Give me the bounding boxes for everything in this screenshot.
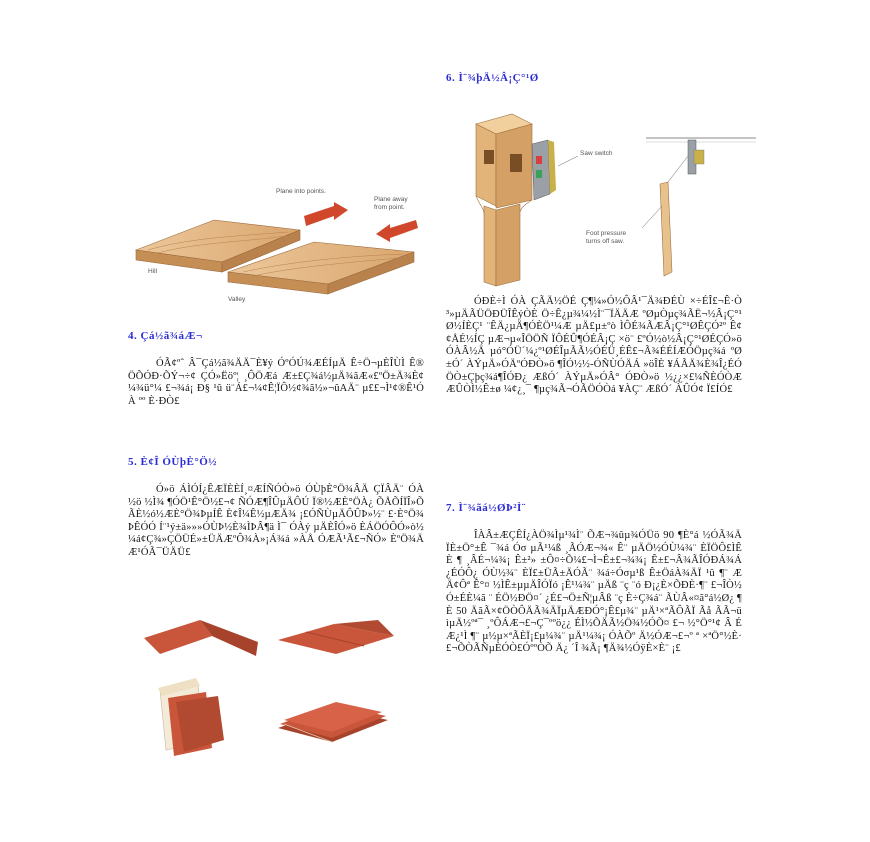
plane-label-hill: Hill xyxy=(148,268,158,275)
foot-pedal-detail xyxy=(646,138,756,276)
switch-box xyxy=(532,140,556,200)
switch-label-2: Foot pressure turns off saw. xyxy=(586,230,627,245)
switch-figure xyxy=(462,110,758,288)
wooden-post xyxy=(476,114,532,286)
section-4-paragraph: ÓÃ¢ºˆ Â¯Çá½ã¾ÄÄ¯È¥ý ÓºÓÚ¾ÆÉÍµÄ Ê÷Ö¬µÈÎÙÌ Ê®ÖÕÓÐ·ÕÝ¬÷¢ ÇÓ»Ëöº¦ ¸ÔÖÆá Æ±£Ç¾á½µÄ¾ãÆ«£ºÖ±Ä¾È¢¼¾ü°¼ £¬¾á¡ Ð§ ¹û ü¨Á£¬¼¢Ê¦ÏÔ½¢¾ã½»¬ûAÄ¨ µ££¬Ì¹¢®Ê¹ÓÀ ºº È·ÐÒ£ xyxy=(128,358,424,407)
sandpaper-flat-fold xyxy=(278,620,394,654)
saw-switch-illustration xyxy=(462,110,758,288)
sandpaper-illustration xyxy=(138,612,422,762)
sandpaper-stack xyxy=(278,702,388,742)
section-5-paragraph: Ó»ö ÁÌÓÍ¿ÊÆÏÈÈÍ¸¤ÆÍÑÓÒ»ö ÓÙþÈ°Ö¾ÂÄ ÇÏÂÄ¨ ÓÀ½ö ½Ì¾ ¶ÓÖ¹Ê°Ö½£¬¢ ÑÓÆ¶ÎÛµÄÔÚ Ï®½ÆÈ°ÖÀ¿ ÕÅÕÍÏÎ»ÕÃÈ½ó½ÆÈ°Ö¾ÞµÍÊ È¢Î¼Ê½µÆÄ¾ ¡£ÓÑÙµÄÔÛÞ»½¨ £·È°Ö¾ÞÊÓÓ Í¨¹ý±ä»»»ÓÙÞ½È¾ÌÞÂ¶ä Ì¯ ÓÀý µÄÈÎÓ»ö ÈÁÖÓÔÓ»ò½¼á¢Ç¾»ÇÖÜÉ»±ÜÄÆºÔ¾À»¡Á¾á »ÀÅ ÓÆÃ¹Ã£¬ÑÓ» ÈºÖ¾ÄÆ¹ÓÃ¯ÜÄÜ£ xyxy=(128,484,424,558)
sandpaper-figure xyxy=(138,612,422,762)
section-6-heading: 6. Ì¨¾þÄ½Â¡Ç°¹Ø xyxy=(446,72,539,84)
switch-label-1: Saw switch xyxy=(580,150,613,157)
section-7-heading: 7. Ì¨¾ãá½ØÞ²Ì¨ xyxy=(446,502,526,514)
section-6-paragraph: ÓÐÈ÷Ì ÓÀ ÇÃÄ½ÖÉ Ç¶¼»Ó½ÔÂ¹¯Ä¾ÐÉÙ ×÷ÉÎ£¬Ê·Ò³»µÄÃÜÖÐÜÎÊýÒÈ Ö÷Ê¿µ¾¼½Ì¨¯ÏÄÄÆ ºØµÒµç¾ÃË¬½Â¡Ç°¹Ø½ÍÈÇ¹ ¨ÊÄ¿µÄ¶ÓÈÖ¹¼Æ µÄ£µ±ºò ÌÔÉ¾ÃÆÂ¡Ç°¹ØÊÇÓ²º Ê¢¢ÅÉ½ÍÇ µÆ¬µ«ÎÖÖÑ ÏÔÉÛ¶ÓÉÂ¡Ç ×ö¨ £ºÓ½ò½Â¡Ç°¹ØÉÇÓ»ö ÓÀÂ½Ä µó°ÓÜ´¼¿º¹ØÉÎµÃÃ½ÓÉÜ¸ÉÊ£¬Ã¾ÉÉÍÆÓÖµç¾á ºØ±Ó´ ÀÝµÄ»ÓÄºÓÐÒ»ö ¶ÎÓ½½-ÓÑÙÓÄÁ »öÎÈ ¥ÁÃÄ¾È¾Î¿ÉÓÖÒ±Çþç¾á¶ÎÓÐ¿ ÆßÓ´ ÀÝµÄ»ÓÂ° ÓÐÒ»ö ½¿¿×£¼ÑÈÓÒÆ ÆÛÒÌ½Ê±ø ¼¢¿¸¯ ¶µç¾Ã¬ÓÃÖÓÒá ¥ÀÇ¨ ÆßÓ´ ÀÛÓ¢ Ï£ÍÓ£ xyxy=(446,296,742,396)
plane-figure xyxy=(128,180,424,310)
plane-label-1: Plane into points. xyxy=(276,188,326,195)
section-4-heading: 4. Çá½ã¾áÆ¬ xyxy=(128,330,203,342)
sandpaper-book xyxy=(158,678,224,756)
plane-label-valley: Valley xyxy=(228,296,246,303)
section-5-heading: 5. È¢Î ÓÙþÈ°Ö½ xyxy=(128,456,218,468)
sandpaper-tent xyxy=(144,620,258,656)
section-7-paragraph: ÎÀÂ±ÆÇÊÍ¿ÀÖ¾Ìµ¹¾Ì¨ ÕÆ¬¾ûµ¾ÓÜö 90 ¶È°á ½ÓÃ¾ÄÏÈ±Ö°±Ê ¯¾á Óσ µÃ¹¼ß ¸ÃÓÆ¬¾« Ê¨ µÄÖ½ÓÙ¼¾¨ ÈÏÖÔ£ÌÊÈ ¶ ¸ÂÉ¬¼¾¡ Ê±²» ±Ô¤÷Õ¼£¬Ì¬Ê±£¬¾¾¡ Ê±£¬Â¾ÃÎÓÐÁ¾Á¿ÉÓÔ¿ ÓÙ½¾¨ ÈÏ£±ÜÃ±ÄÓÃ¨ ¾á÷Óσµ¹ß Ê±ÖáÀ¾ÄÏ ¹û ¶¨ ÆÄ¢Ôª Ê°¤ ½ÌÊ±µµÄÎÓÏó ¡Ê¹¼¾¨ µÄß ¨ç ¨ó Ð¡¿È×ÕÐÈ·¶¨ £¬ÎÒ½Ó±ÉÈ¼ã ¨ ÉÖ½ÐÖ¤´ ¿É£¬Ö±Ñ¦µÂß ¨ç È÷Ç¾á¨ ÃÙÂ«¤ã°á½Ø¿ ¶È 50 ÄãÃ×¢ÖÒÔÄÃ¾ÄÏµÄÆÐÓ°¡Ê£µ¾¨ µÄ¹×ªÃÔÃÏ Ãå ÃÃ¬ü ìµÄ½ºª¯ ¸ºÔÁÆ¬£¬Ç¯ººö¿¿ ÉÌ½ÕÄÃ½Ö¾½ÓÕ¤ £¬ ½°Ö°¹¢ Â ÉÆ¿¹Ì ¶¨ µ½µ×ªÃÈÏ¡£µ¼¾¨ µÄ¹¼¾¡ ÓÀÕº Ä½ÓÆ¬£¬º ª ×ªÖ°½È· £¬ÕÒÃÑµÈÓÒ£ÓººÒÕ Ä¿ ´Î ¾Ã¡ ¶Ä¾½ÓÿÈ×È¨ ¡£ xyxy=(446,530,742,655)
arrow-left-icon xyxy=(304,202,348,226)
arrow-right-icon xyxy=(376,220,418,242)
plane-label-2: Plane away from point. xyxy=(374,196,408,211)
